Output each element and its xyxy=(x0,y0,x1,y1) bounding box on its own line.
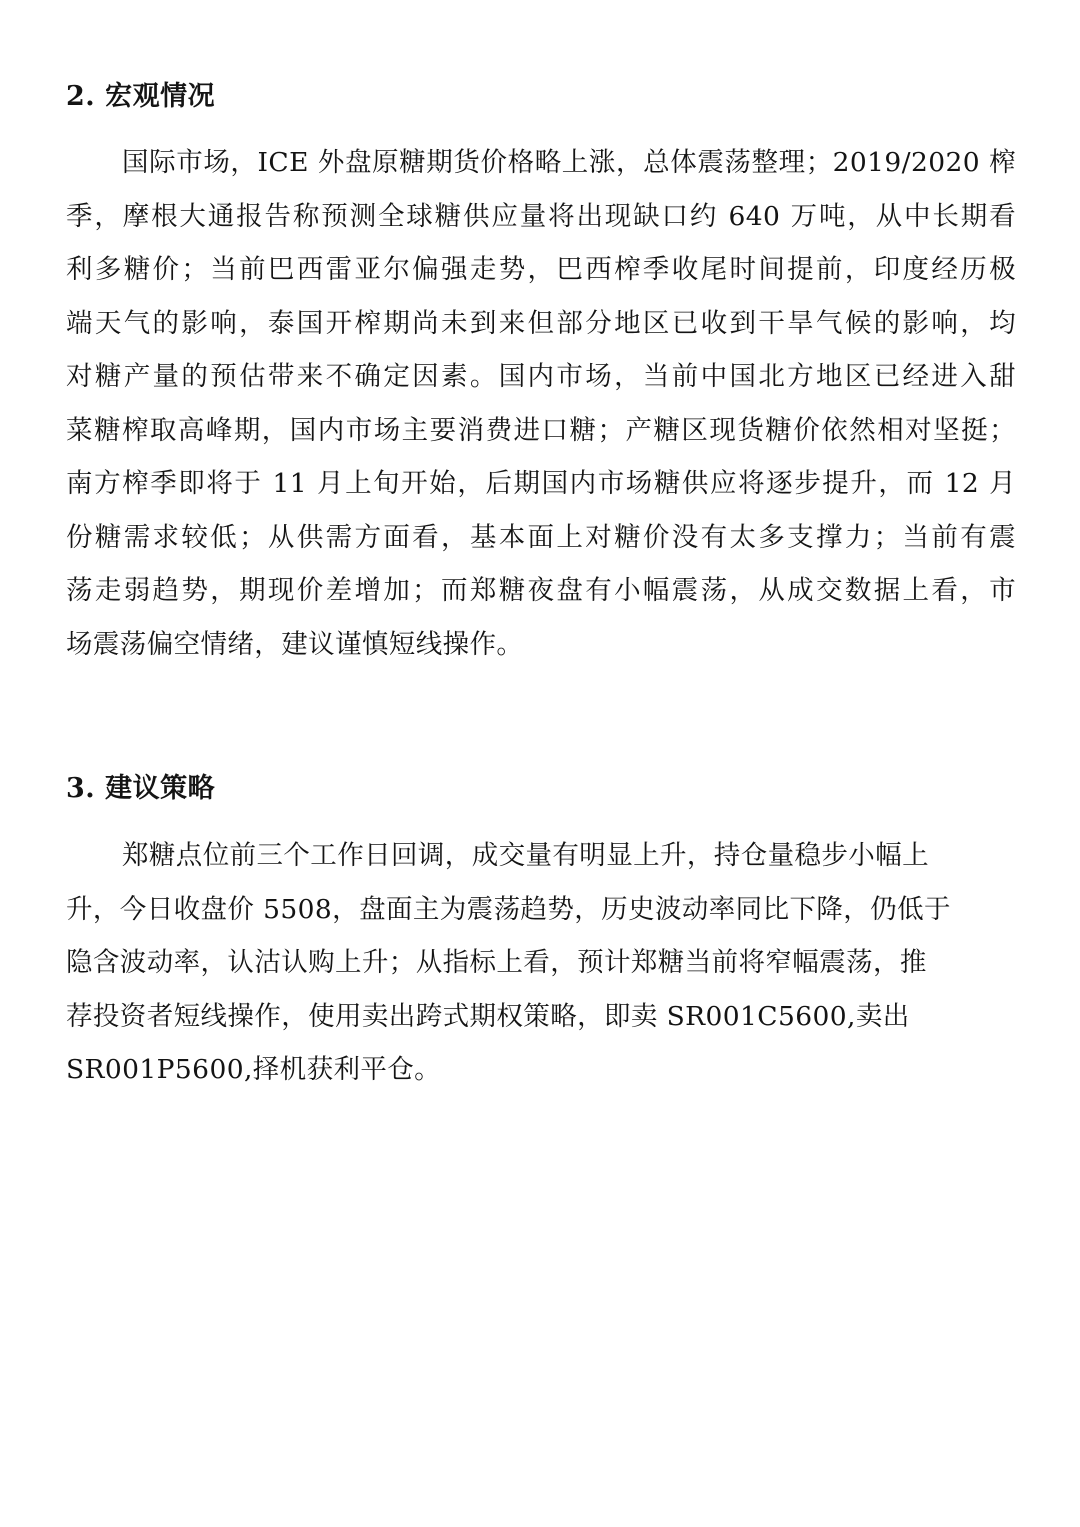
paragraph-line: 端天气的影响，泰国开榨期尚未到来但部分地区已收到干旱气候的影响，均 xyxy=(66,307,1016,339)
paragraph-strategy xyxy=(66,829,996,1097)
paragraph-line: SR001P5600,择机获利平仓。 xyxy=(66,1054,442,1085)
paragraph-line: 郑糖点位前三个工作日回调，成交量有明显上升，持仓量稳步小幅上 xyxy=(122,840,929,871)
paragraph-line: 荡走弱趋势，期现价差增加；而郑糖夜盘有小幅震荡，从成交数据上看，市 xyxy=(66,575,1016,606)
paragraph-macro xyxy=(66,136,1016,671)
paragraph-line: 份糖需求较低；从供需方面看，基本面上对糖价没有太多支撑力；当前有震 xyxy=(66,521,1016,553)
paragraph-line: 季，摩根大通报告称预测全球糖供应量将出现缺口约 640 万吨，从中长期看 xyxy=(66,200,1016,232)
paragraph-line: 荐投资者短线操作，使用卖出跨式期权策略，即卖 SR001C5600,卖出 xyxy=(66,1000,910,1032)
section-heading-strategy: 3. 建议策略 xyxy=(66,773,216,804)
paragraph-line: 隐含波动率，认沽认购上升；从指标上看，预计郑糖当前将窄幅震荡，推 xyxy=(66,947,927,978)
paragraph-line: 南方榨季即将于 11 月上旬开始，后期国内市场糖供应将逐步提升，而 12 月 xyxy=(66,468,1016,499)
paragraph-line: 菜糖榨取高峰期，国内市场主要消费进口糖；产糖区现货糖价依然相对坚挺； xyxy=(66,414,1016,446)
paragraph-line: 利多糖价；当前巴西雷亚尔偏强走势，巴西榨季收尾时间提前，印度经历极 xyxy=(66,254,1016,285)
paragraph-line: 升，今日收盘价 5508，盘面主为震荡趋势，历史波动率同比下降，仍低于 xyxy=(66,893,951,925)
paragraph-line: 场震荡偏空情绪，建议谨慎短线操作。 xyxy=(66,628,524,660)
section-heading-macro: 2. 宏观情况 xyxy=(66,81,216,112)
paragraph-line: 国际市场，ICE 外盘原糖期货价格略上涨，总体震荡整理；2019/2020 榨 xyxy=(122,147,1016,178)
paragraph-line: 对糖产量的预估带来不确定因素。国内市场，当前中国北方地区已经进入甜 xyxy=(66,361,1016,392)
